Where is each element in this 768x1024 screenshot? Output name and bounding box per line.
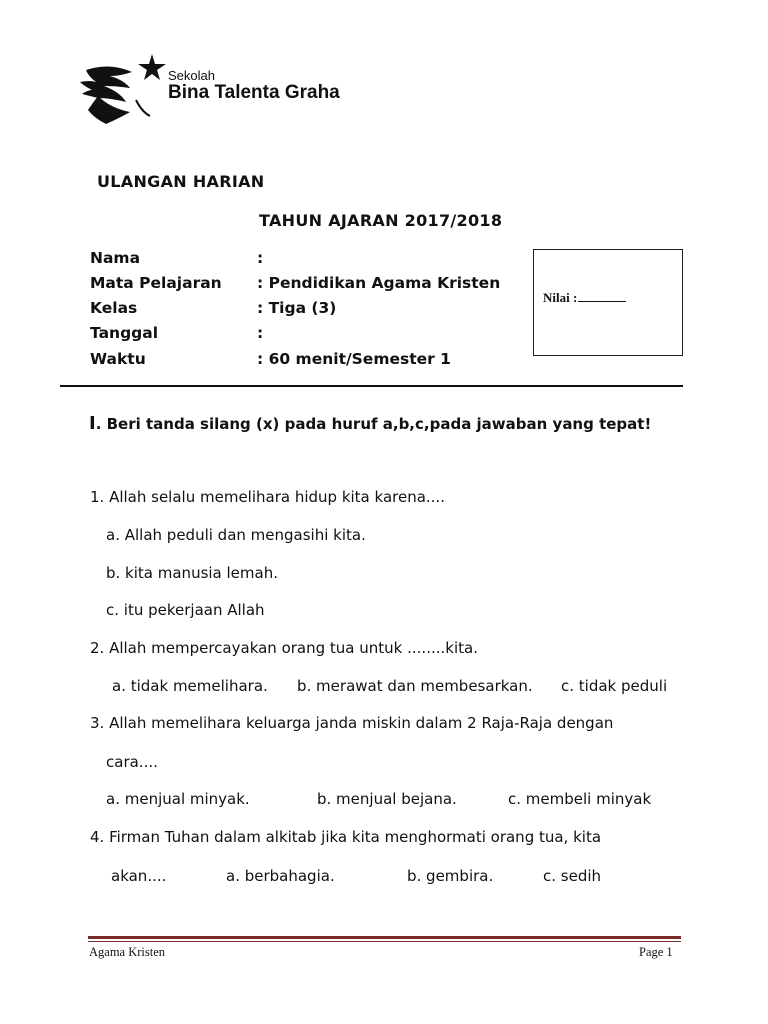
info-value-tanggal: : bbox=[257, 324, 264, 342]
info-value-nama: : bbox=[257, 249, 264, 267]
q4-option-b[interactable]: b. gembira. bbox=[407, 867, 494, 885]
instruction-text: . Beri tanda silang (x) pada huruf a,b,c,pada jawaban yang tepat! bbox=[95, 415, 652, 433]
footer-divider-thick bbox=[88, 936, 681, 939]
school-logo bbox=[80, 52, 360, 132]
score-box bbox=[533, 249, 683, 356]
header-divider bbox=[60, 385, 683, 387]
academic-year: TAHUN AJARAN 2017/2018 bbox=[259, 211, 503, 230]
q4-option-c[interactable]: c. sedih bbox=[543, 867, 602, 885]
question-1: 1. Allah selalu memelihara hidup kita karena.... bbox=[90, 488, 445, 506]
q1-option-b[interactable]: b. kita manusia lemah. bbox=[106, 564, 278, 582]
instruction-number: I bbox=[89, 413, 96, 434]
q1-option-c[interactable]: c. itu pekerjaan Allah bbox=[106, 601, 265, 619]
school-name: Bina Talenta Graha bbox=[168, 82, 340, 103]
q2-option-a[interactable]: a. tidak memelihara. bbox=[112, 677, 268, 695]
q3-option-b[interactable]: b. menjual bejana. bbox=[317, 790, 457, 808]
score-label-text: Nilai : bbox=[543, 290, 578, 305]
info-label-mapel: Mata Pelajaran bbox=[90, 274, 222, 292]
footer-page-number: Page 1 bbox=[639, 945, 673, 959]
info-value-waktu: : 60 menit/Semester 1 bbox=[257, 350, 451, 368]
dove-star-icon bbox=[80, 52, 170, 132]
footer-divider-thin bbox=[88, 941, 681, 942]
question-3: 3. Allah memelihara keluarga janda miskin dalam 2 Raja-Raja dengan bbox=[90, 714, 614, 732]
question-3-continued: cara.... bbox=[106, 753, 158, 771]
school-label-small: Sekolah bbox=[168, 68, 215, 83]
q4-option-a[interactable]: a. berbahagia. bbox=[226, 867, 335, 885]
info-label-tanggal: Tanggal bbox=[90, 324, 159, 342]
info-label-waktu: Waktu bbox=[90, 350, 146, 368]
info-label-kelas: Kelas bbox=[90, 299, 138, 317]
instruction bbox=[89, 413, 651, 434]
q1-option-a[interactable]: a. Allah peduli dan mengasihi kita. bbox=[106, 526, 366, 544]
info-value-mapel: : Pendidikan Agama Kristen bbox=[257, 274, 501, 292]
score-blank[interactable] bbox=[578, 290, 626, 302]
footer-subject: Agama Kristen bbox=[89, 945, 166, 959]
q3-option-a[interactable]: a. menjual minyak. bbox=[106, 790, 250, 808]
q3-option-c[interactable]: c. membeli minyak bbox=[508, 790, 652, 808]
question-4-continued: akan.... bbox=[111, 867, 167, 885]
exam-title: ULANGAN HARIAN bbox=[97, 172, 265, 191]
question-4: 4. Firman Tuhan dalam alkitab jika kita menghormati orang tua, kita bbox=[90, 828, 602, 846]
question-2: 2. Allah mempercayakan orang tua untuk ........kita. bbox=[90, 639, 478, 657]
score-label bbox=[543, 290, 626, 306]
q2-option-c[interactable]: c. tidak peduli bbox=[561, 677, 668, 695]
info-value-kelas: : Tiga (3) bbox=[257, 299, 337, 317]
info-label-nama: Nama bbox=[90, 249, 141, 267]
q2-option-b[interactable]: b. merawat dan membesarkan. bbox=[297, 677, 533, 695]
